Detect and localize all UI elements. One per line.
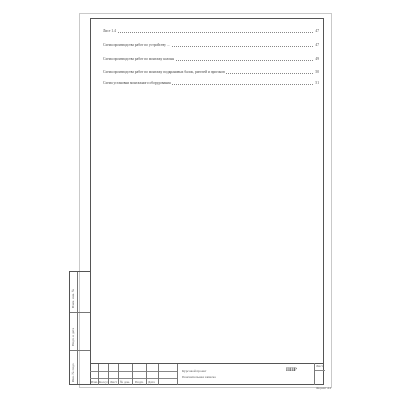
toc-leader	[103, 27, 313, 33]
stamp-title-line: Курсовой проект	[182, 369, 207, 373]
stamp-divider	[146, 364, 147, 385]
side-divider	[70, 312, 90, 313]
toc-item-page: 47	[315, 29, 319, 33]
side-label: Подп. и дата	[71, 327, 75, 346]
sheet-number-box	[314, 363, 325, 385]
toc-item-page: 51	[315, 81, 319, 85]
format-label: Формат А4	[316, 386, 332, 390]
stamp-title-line: Пояснительная записка	[182, 375, 216, 379]
stamp-divider	[177, 364, 178, 385]
toc-item	[103, 41, 319, 49]
toc-item-page: 47	[315, 43, 319, 47]
stamp-column-label: Кол.уч	[99, 380, 109, 384]
stamp-column-label: Изм.	[91, 380, 98, 384]
stamp-column-label: Дата	[148, 380, 155, 384]
stamp-divider	[132, 364, 133, 385]
stamp-divider	[90, 378, 177, 379]
title-stamp	[90, 363, 324, 385]
toc-item	[103, 55, 319, 63]
stamp-column-label: Лист	[110, 380, 118, 384]
side-label: Взам. инв. №	[71, 288, 75, 308]
side-label: Инв. № подл.	[71, 362, 75, 382]
document-code: ППР	[286, 368, 297, 373]
side-divider	[70, 350, 90, 351]
toc-item-text: Схема производства работ по монтажу колонн	[103, 57, 174, 61]
toc-item-text: Лист 1.4	[103, 29, 116, 33]
binding-side-block	[69, 271, 90, 385]
side-divider	[77, 272, 78, 384]
toc-item-text: Схема установки монтажного оборудования	[103, 81, 171, 85]
toc-item	[103, 79, 319, 87]
stamp-divider	[315, 370, 325, 371]
toc-item-page: 49	[315, 57, 319, 61]
toc-item-page: 50	[315, 70, 319, 74]
stamp-divider	[118, 364, 119, 385]
toc-item-text: Схема производства работ по монтажу подкрановых балок, ригелей и прогонов	[103, 70, 225, 74]
stamp-divider	[90, 371, 177, 372]
sheet-number-label: Лист	[316, 364, 324, 368]
toc-item-text: Схема производства работ по устройству ...	[103, 43, 170, 47]
stamp-column-label: № док.	[120, 380, 130, 384]
stamp-column-label: Подп.	[135, 380, 144, 384]
toc-item	[103, 27, 319, 35]
stamp-divider	[158, 364, 159, 385]
toc-item	[103, 68, 319, 76]
